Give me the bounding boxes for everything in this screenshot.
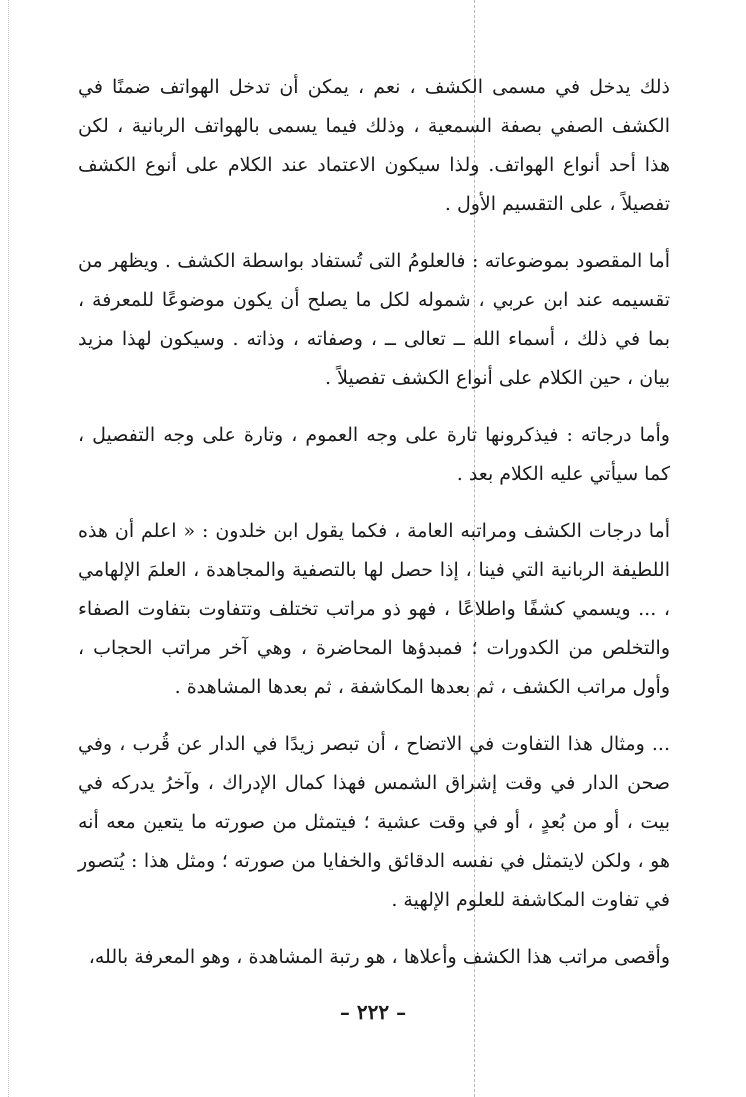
scan-fold-line-left [8,0,9,1097]
paragraph-1: ذلك يدخل في مسمى الكشف ، نعم ، يمكن أن تدخل الهواتف ضمنًا في الكشف الصفي بصفة السمعية ، وذلك فيما يسمى بالهواتف الربانية ، لكن هذا أحد أنواع الهواتف. ولذا سيكون الاعتماد عند الكلام على أنوع الكشف تفصيلاً ، على التقسيم الأول . [78,76,670,215]
paragraph-2: أما المقصود بموضوعاته : فالعلومُ التى تُستفاد بواسطة الكشف . ويظهر من تقسيمه عند ابن عربي ، شموله لكل ما يصلح أن يكون موضوعًا للمعرفة ، بما في ذلك ، أسماء الله ــ تعالى ــ ، وصفاته ، وذاته . وسيكون لهذا مزيد بيان ، حين الكلام على أنواع الكشف تفصيلاً . [78,250,670,389]
paragraph-4: أما درجات الكشف ومراتبه العامة ، فكما يقول ابن خلدون : « اعلم أن هذه اللطيفة الربانية التي فينا ، إذا حصل لها بالتصفية والمجاهدة ، العلمَ الإلهامي ، ... ويسمي كشفًا واطلاعًا ، فهو ذو مراتب تختلف وتتفاوت بتفاوت الصفاء والتخلص من الكدورات ؛ فمبدؤها المحاضرة ، وهي آخر مراتب الحجاب ، وأول مراتب الكشف ، ثم بعدها المكاشفة ، ثم بعدها المشاهدة . [78,520,670,698]
page-body [78,68,670,995]
paragraph-5: ... ومثال هذا التفاوت في الاتضاح ، أن تبصر زيدًا في الدار عن قُرب ، وفي صحن الدار في وقت إشراق الشمس فهذا كمال الإدراك ، وآخرُ يدركه في بيت ، أو من بُعدٍ ، أو في وقت عشية ؛ فيتمثل من صورته ما يتعين معه أنه هو ، ولكن لايتمثل في نفسه الدقائق والخفايا من صورته ؛ ومثل هذا : يُتصور في تفاوت المكاشفة للعلوم الإلهية . [78,733,670,911]
page-number: – ٢٢٢ – [339,1000,407,1024]
paragraph-3: وأما درجاته : فيذكرونها تارة على وجه العموم ، وتارة على وجه التفصيل ، كما سيأتي عليه الكلام بعد . [78,424,670,485]
paragraph-6: وأقصى مراتب هذا الكشف وأعلاها ، هو رتبة المشاهدة ، وهو المعرفة بالله، [88,946,670,968]
